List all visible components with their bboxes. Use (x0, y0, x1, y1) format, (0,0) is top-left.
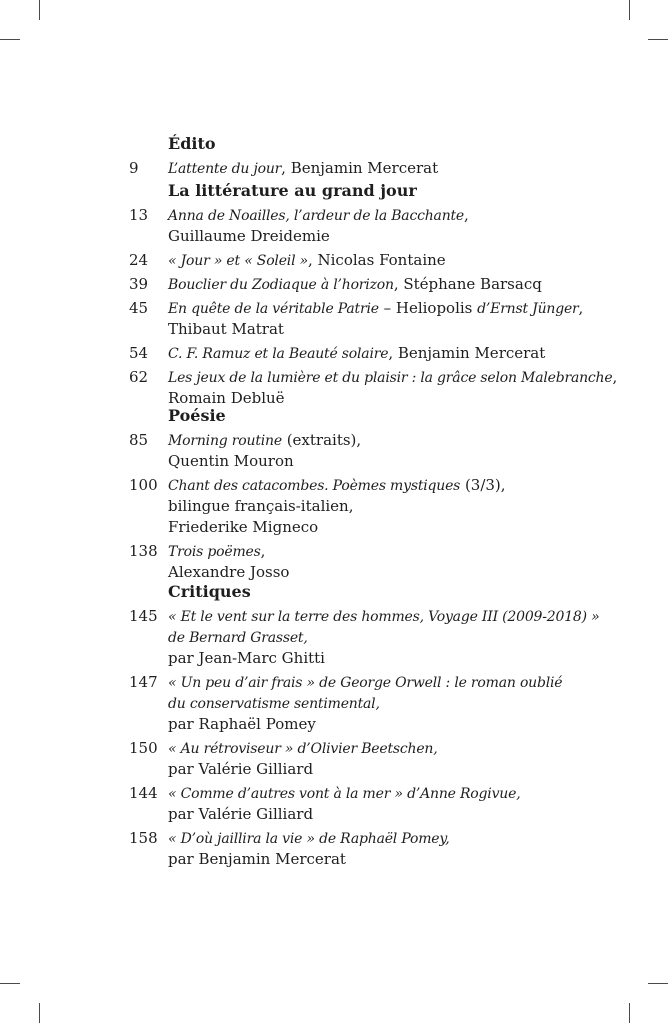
entry-title-text: « Au rétroviseur » d’Olivier Beetschen, (168, 741, 438, 757)
entry-title-text: « Jour » et « Soleil » (168, 253, 308, 269)
entry-line (168, 606, 600, 628)
entry-line (168, 627, 308, 649)
page-number: 85 (129, 431, 149, 449)
entry-title-text: Morning routine (168, 433, 282, 449)
entry-line (168, 496, 353, 517)
entry-title-text: C. F. Ramuz et la Beauté solaire (168, 346, 389, 362)
entry-text: bilingue français-italien, (168, 497, 354, 515)
entry-title-text: « Un peu d’air frais » de George Orwell : le roman oublié (168, 675, 563, 691)
entry-text: (3/3), (460, 476, 506, 494)
entry-line (168, 759, 313, 780)
page-number: 100 (129, 476, 158, 494)
entry-line (168, 319, 284, 340)
entry-text: , Stéphane Barsacq (393, 275, 542, 293)
entry-line (168, 430, 361, 452)
entry-title-text: L’attente du jour (168, 161, 282, 177)
entry-line (168, 226, 330, 247)
entry-title-text: Chant des catacombes. Poèmes mystiques (168, 478, 461, 494)
entry-text: Guillaume Dreidemie (168, 227, 330, 245)
entry-text: par Jean-Marc Ghitti (168, 649, 325, 667)
entry-line (168, 693, 380, 715)
entry-line (168, 451, 294, 472)
entry-title-text: Les jeux de la lumière et du plaisir : la grâce selon Malebranche (168, 370, 613, 386)
entry-text: Thibaut Matrat (168, 320, 284, 338)
entry-line (168, 648, 325, 669)
page-number: 147 (129, 673, 158, 691)
entry-line (168, 672, 562, 694)
page-number: 144 (129, 784, 158, 802)
entry-text: , (578, 299, 584, 317)
entry-line (168, 250, 446, 272)
page-number: 54 (129, 344, 149, 362)
section-heading: La littérature au grand jour (168, 181, 417, 200)
entry-text: Romain Debluë (168, 389, 285, 407)
entry-line (168, 343, 545, 365)
entry-title-text: « D’où jaillira la vie » de Raphaël Pomey, (168, 831, 450, 847)
entry-line (168, 274, 542, 296)
entry-text: (extraits), (281, 431, 362, 449)
page-number: 24 (129, 251, 149, 269)
entry-line (168, 828, 449, 850)
page-number: 138 (129, 542, 158, 560)
entry-line (168, 541, 265, 563)
entry-text: – Heliopolis (378, 299, 478, 317)
entry-title-text: En quête de la véritable Patrie (168, 301, 379, 317)
entry-title-text: du conservatisme sentimental, (168, 696, 380, 712)
entry-text: , Benjamin Mercerat (388, 344, 546, 362)
entry-line (168, 517, 318, 538)
entry-text: par Raphaël Pomey (168, 715, 316, 733)
entry-text: Alexandre Josso (168, 563, 290, 581)
section-heading: Poésie (168, 406, 226, 425)
entry-text: , (464, 206, 469, 224)
entry-line (168, 783, 520, 805)
entry-text: Quentin Mouron (168, 452, 294, 470)
section-heading: Édito (168, 134, 216, 153)
page-number: 158 (129, 829, 158, 847)
entry-title-text: Bouclier du Zodiaque à l’horizon (168, 277, 394, 293)
entry-title-text: de Bernard Grasset, (168, 630, 308, 646)
page-number: 45 (129, 299, 149, 317)
entry-title-text: « Comme d’autres vont à la mer » d’Anne Rogivue, (168, 786, 521, 802)
entry-line (168, 804, 313, 825)
page-number: 13 (129, 206, 149, 224)
entry-line (168, 714, 316, 735)
entry-text: , (612, 368, 618, 386)
entry-text: par Valérie Gilliard (168, 805, 314, 823)
entry-title-text: « Et le vent sur la terre des hommes, Voyage III (2009-2018) » (168, 609, 600, 625)
entry-text: par Benjamin Mercerat (168, 850, 346, 868)
page-number: 9 (129, 159, 139, 177)
page-number: 150 (129, 739, 158, 757)
entry-text: Friederike Migneco (168, 518, 319, 536)
entry-text: , (260, 542, 266, 560)
entry-line (168, 367, 617, 389)
page-number: 39 (129, 275, 149, 293)
entry-line (168, 849, 346, 870)
entry-line (168, 205, 469, 227)
entry-text: , Nicolas Fontaine (307, 251, 446, 269)
entry-text: par Valérie Gilliard (168, 760, 314, 778)
entry-line (168, 298, 583, 320)
entry-title-text: d’Ernst Jünger (477, 301, 579, 317)
entry-title-text: Trois poëmes (168, 544, 261, 560)
entry-line (168, 738, 438, 760)
page-number: 145 (129, 607, 158, 625)
page-number: 62 (129, 368, 149, 386)
section-heading: Critiques (168, 582, 251, 601)
entry-line (168, 562, 289, 583)
entry-text: , Benjamin Mercerat (281, 159, 439, 177)
entry-line (168, 158, 438, 180)
entry-title-text: Anna de Noailles, l’ardeur de la Bacchante (168, 208, 465, 224)
entry-line (168, 475, 506, 497)
